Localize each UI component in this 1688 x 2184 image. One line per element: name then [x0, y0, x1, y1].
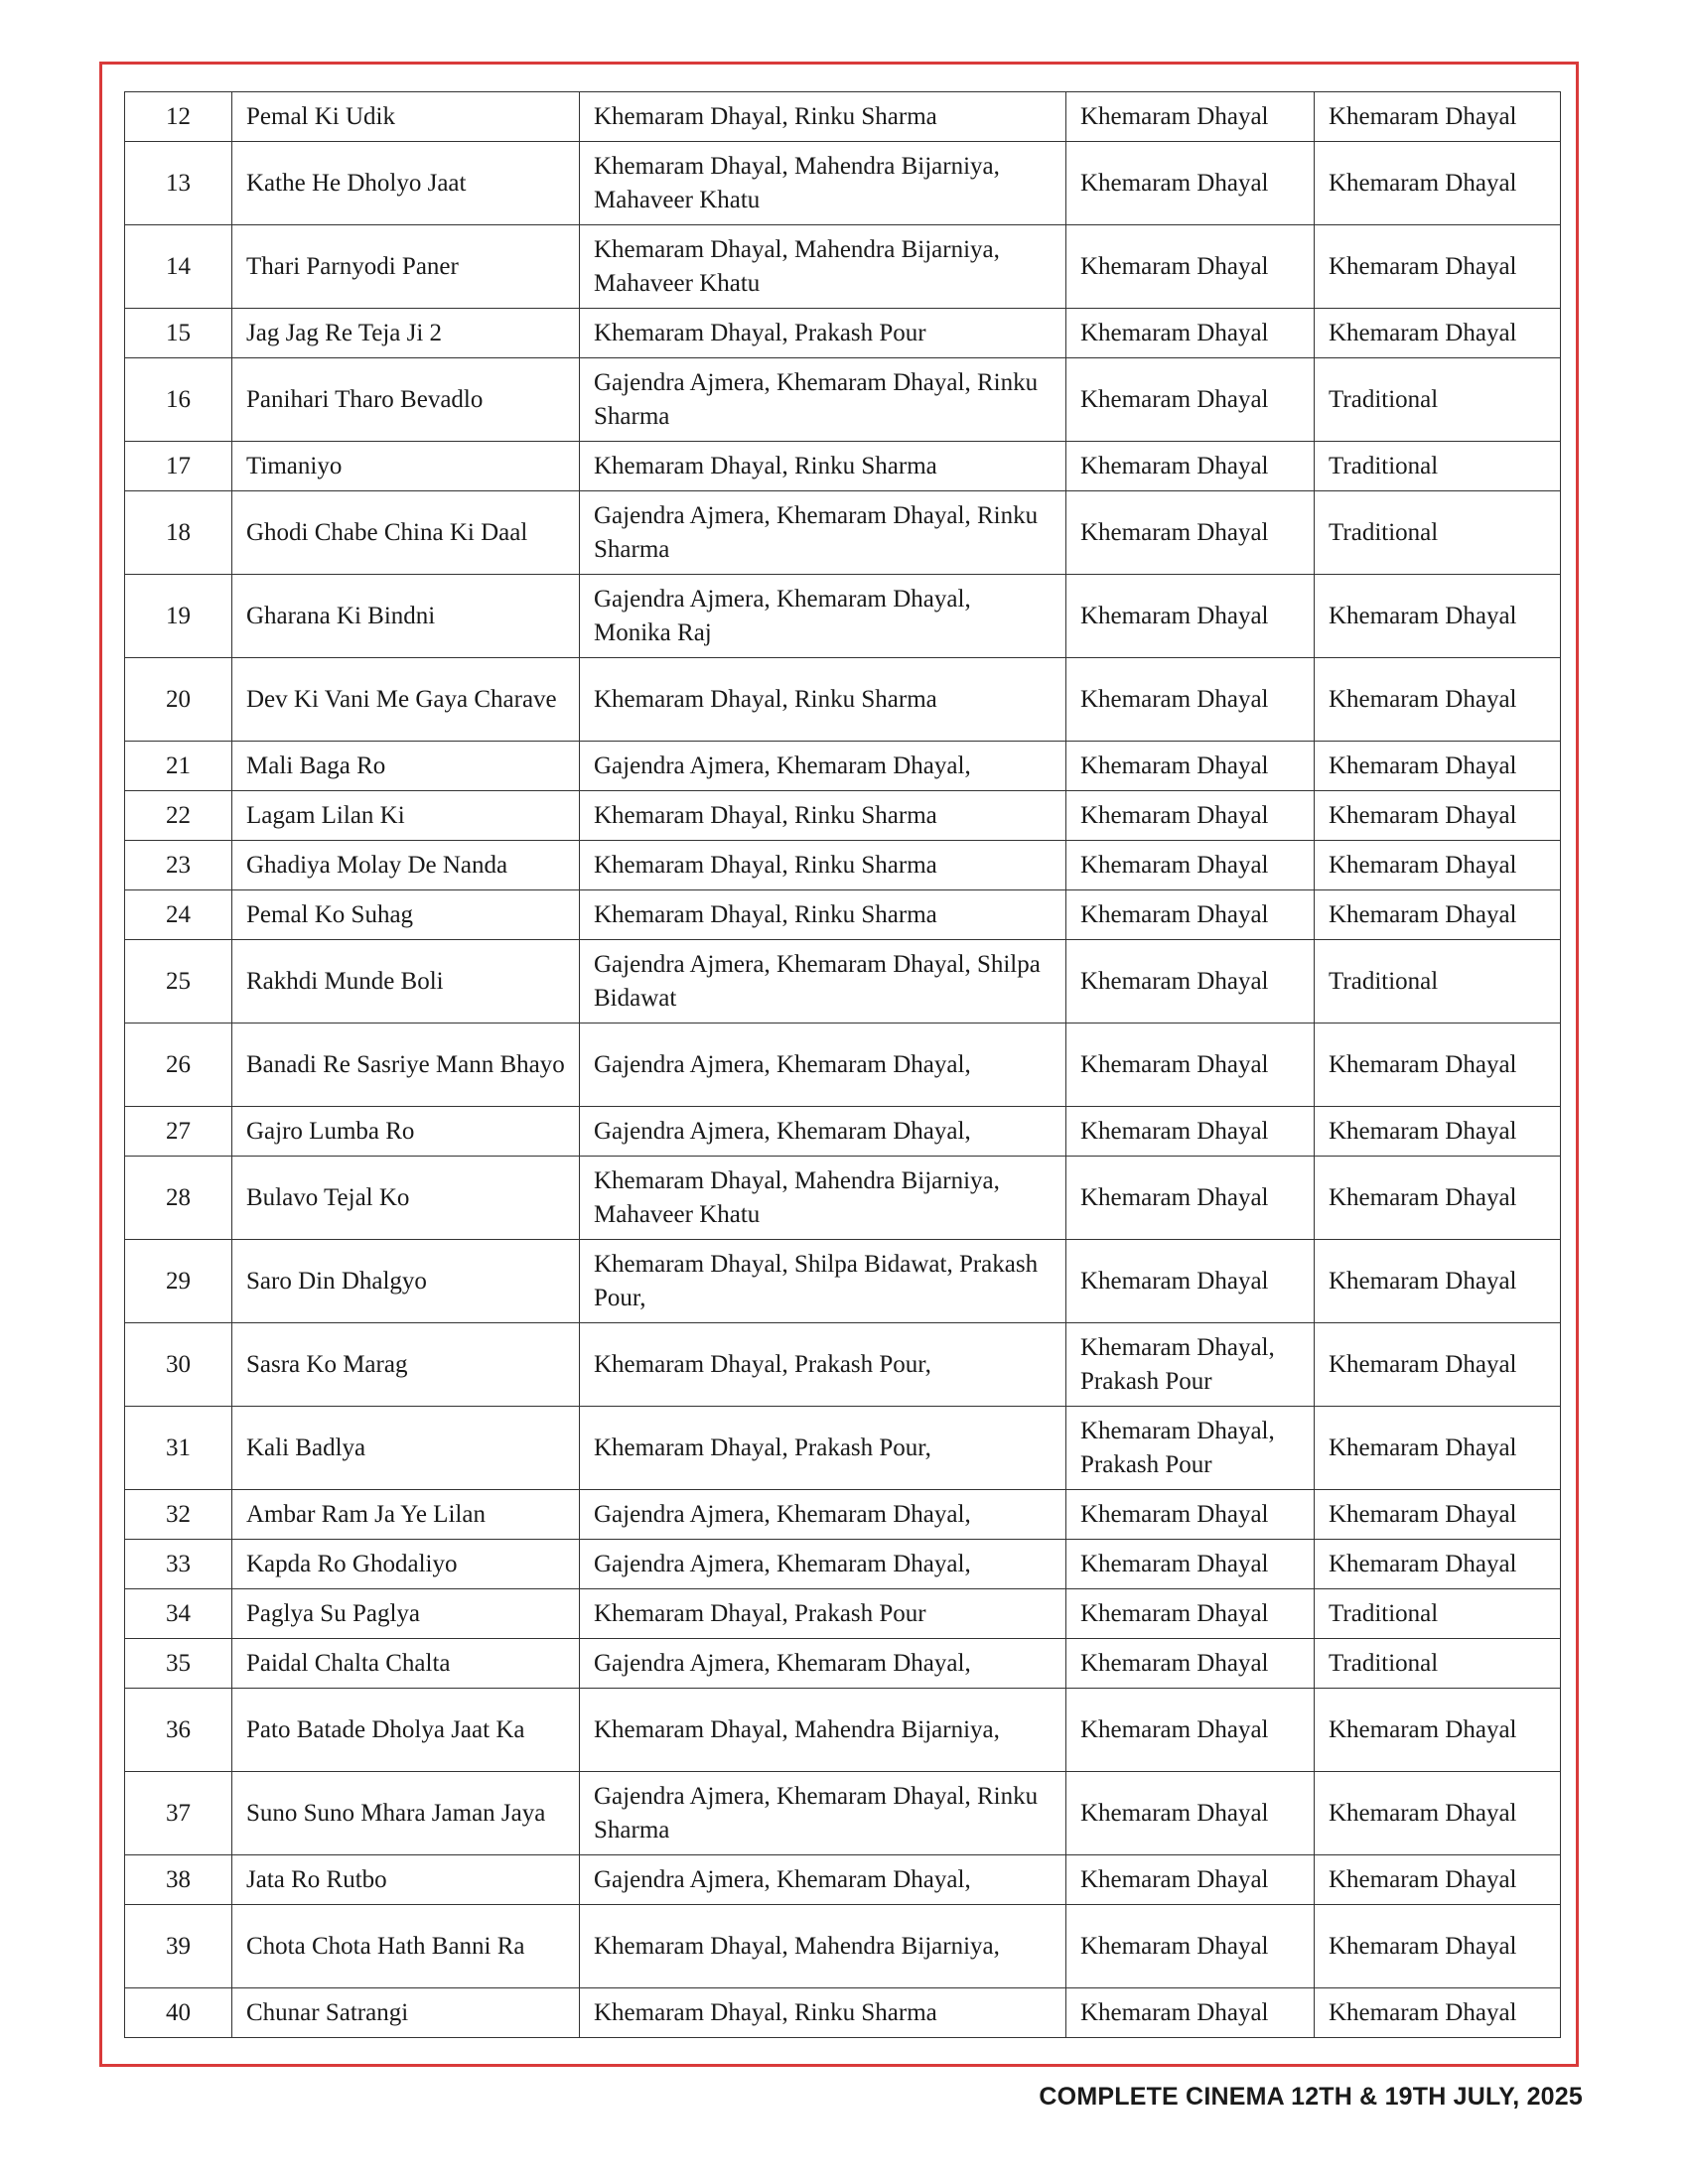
song-lyrics: Traditional [1315, 1639, 1561, 1689]
song-music: Khemaram Dhayal [1066, 491, 1315, 575]
song-title: Gharana Ki Bindni [232, 575, 580, 658]
table-row [125, 491, 1561, 575]
song-title: Mali Baga Ro [232, 742, 580, 791]
song-music: Khemaram Dhayal [1066, 742, 1315, 791]
song-music: Khemaram Dhayal [1066, 658, 1315, 742]
song-singers: Khemaram Dhayal, Rinku Sharma [580, 890, 1066, 940]
song-lyrics: Khemaram Dhayal [1315, 1157, 1561, 1240]
song-title: Paidal Chalta Chalta [232, 1639, 580, 1689]
song-lyrics: Khemaram Dhayal [1315, 1540, 1561, 1589]
table-row [125, 1240, 1561, 1323]
song-lyrics: Khemaram Dhayal [1315, 742, 1561, 791]
table-row [125, 841, 1561, 890]
song-title: Gajro Lumba Ro [232, 1107, 580, 1157]
song-lyrics: Khemaram Dhayal [1315, 791, 1561, 841]
song-music: Khemaram Dhayal [1066, 1589, 1315, 1639]
song-music: Khemaram Dhayal [1066, 225, 1315, 309]
song-title: Kapda Ro Ghodaliyo [232, 1540, 580, 1589]
song-singers: Gajendra Ajmera, Khemaram Dhayal, [580, 1107, 1066, 1157]
table-row [125, 890, 1561, 940]
song-title: Pemal Ki Udik [232, 92, 580, 142]
song-music: Khemaram Dhayal [1066, 841, 1315, 890]
song-number: 15 [125, 309, 232, 358]
song-lyrics: Khemaram Dhayal [1315, 1855, 1561, 1905]
song-lyrics: Khemaram Dhayal [1315, 841, 1561, 890]
song-singers: Gajendra Ajmera, Khemaram Dhayal, [580, 1855, 1066, 1905]
song-number: 13 [125, 142, 232, 225]
song-singers: Khemaram Dhayal, Mahendra Bijarniya, Mahaveer Khatu [580, 225, 1066, 309]
song-lyrics: Khemaram Dhayal [1315, 309, 1561, 358]
table-row [125, 142, 1561, 225]
song-lyrics: Traditional [1315, 442, 1561, 491]
song-number: 18 [125, 491, 232, 575]
song-singers: Gajendra Ajmera, Khemaram Dhayal, Rinku Sharma [580, 358, 1066, 442]
song-lyrics: Khemaram Dhayal [1315, 92, 1561, 142]
song-number: 39 [125, 1905, 232, 1988]
song-singers: Khemaram Dhayal, Mahendra Bijarniya, Mahaveer Khatu [580, 1157, 1066, 1240]
song-music: Khemaram Dhayal [1066, 1689, 1315, 1772]
song-title: Suno Suno Mhara Jaman Jaya [232, 1772, 580, 1855]
table-row [125, 791, 1561, 841]
song-lyrics: Traditional [1315, 940, 1561, 1024]
table-row [125, 1639, 1561, 1689]
song-number: 36 [125, 1689, 232, 1772]
song-singers: Khemaram Dhayal, Rinku Sharma [580, 658, 1066, 742]
song-lyrics: Khemaram Dhayal [1315, 1490, 1561, 1540]
song-number: 38 [125, 1855, 232, 1905]
song-music: Khemaram Dhayal, Prakash Pour [1066, 1407, 1315, 1490]
song-title: Ghodi Chabe China Ki Daal [232, 491, 580, 575]
song-music: Khemaram Dhayal [1066, 1107, 1315, 1157]
song-title: Paglya Su Paglya [232, 1589, 580, 1639]
song-title: Ambar Ram Ja Ye Lilan [232, 1490, 580, 1540]
song-title: Bulavo Tejal Ko [232, 1157, 580, 1240]
song-singers: Khemaram Dhayal, Rinku Sharma [580, 1988, 1066, 2038]
table-row [125, 225, 1561, 309]
song-number: 35 [125, 1639, 232, 1689]
song-number: 16 [125, 358, 232, 442]
table-row [125, 1905, 1561, 1988]
song-title: Kathe He Dholyo Jaat [232, 142, 580, 225]
song-music: Khemaram Dhayal [1066, 575, 1315, 658]
song-number: 24 [125, 890, 232, 940]
table-row [125, 1988, 1561, 2038]
song-number: 30 [125, 1323, 232, 1407]
song-lyrics: Khemaram Dhayal [1315, 1323, 1561, 1407]
song-music: Khemaram Dhayal [1066, 1157, 1315, 1240]
table-row [125, 1689, 1561, 1772]
song-title: Timaniyo [232, 442, 580, 491]
table-row [125, 1540, 1561, 1589]
song-number: 33 [125, 1540, 232, 1589]
song-lyrics: Khemaram Dhayal [1315, 658, 1561, 742]
song-music: Khemaram Dhayal [1066, 1240, 1315, 1323]
song-music: Khemaram Dhayal, Prakash Pour [1066, 1323, 1315, 1407]
song-rows [125, 92, 1561, 2038]
table-row [125, 1589, 1561, 1639]
table-row [125, 1855, 1561, 1905]
song-music: Khemaram Dhayal [1066, 442, 1315, 491]
song-singers: Khemaram Dhayal, Prakash Pour [580, 1589, 1066, 1639]
song-title: Lagam Lilan Ki [232, 791, 580, 841]
table-row [125, 1107, 1561, 1157]
table-row [125, 940, 1561, 1024]
song-music: Khemaram Dhayal [1066, 92, 1315, 142]
song-lyrics: Khemaram Dhayal [1315, 890, 1561, 940]
song-title: Thari Parnyodi Paner [232, 225, 580, 309]
song-singers: Khemaram Dhayal, Rinku Sharma [580, 92, 1066, 142]
table-row [125, 442, 1561, 491]
song-lyrics: Khemaram Dhayal [1315, 1240, 1561, 1323]
song-music: Khemaram Dhayal [1066, 791, 1315, 841]
song-music: Khemaram Dhayal [1066, 1772, 1315, 1855]
song-music: Khemaram Dhayal [1066, 1024, 1315, 1107]
table-row [125, 1024, 1561, 1107]
song-singers: Khemaram Dhayal, Shilpa Bidawat, Prakash Pour, [580, 1240, 1066, 1323]
song-singers: Khemaram Dhayal, Prakash Pour [580, 309, 1066, 358]
table-row [125, 92, 1561, 142]
song-music: Khemaram Dhayal [1066, 890, 1315, 940]
song-lyrics: Khemaram Dhayal [1315, 225, 1561, 309]
song-title: Banadi Re Sasriye Mann Bhayo [232, 1024, 580, 1107]
table-row [125, 1407, 1561, 1490]
song-lyrics: Traditional [1315, 1589, 1561, 1639]
song-title: Chunar Satrangi [232, 1988, 580, 2038]
table-row [125, 1490, 1561, 1540]
table-row [125, 1772, 1561, 1855]
song-singers: Khemaram Dhayal, Rinku Sharma [580, 841, 1066, 890]
song-music: Khemaram Dhayal [1066, 1490, 1315, 1540]
song-number: 19 [125, 575, 232, 658]
song-number: 26 [125, 1024, 232, 1107]
song-number: 14 [125, 225, 232, 309]
table-row [125, 309, 1561, 358]
song-number: 17 [125, 442, 232, 491]
song-music: Khemaram Dhayal [1066, 358, 1315, 442]
song-lyrics: Khemaram Dhayal [1315, 1905, 1561, 1988]
song-singers: Gajendra Ajmera, Khemaram Dhayal, Rinku Sharma [580, 491, 1066, 575]
table-row [125, 742, 1561, 791]
song-number: 40 [125, 1988, 232, 2038]
song-lyrics: Khemaram Dhayal [1315, 1772, 1561, 1855]
song-number: 12 [125, 92, 232, 142]
song-title: Jag Jag Re Teja Ji 2 [232, 309, 580, 358]
song-title: Ghadiya Molay De Nanda [232, 841, 580, 890]
song-number: 25 [125, 940, 232, 1024]
song-singers: Gajendra Ajmera, Khemaram Dhayal, Shilpa Bidawat [580, 940, 1066, 1024]
song-singers: Gajendra Ajmera, Khemaram Dhayal, [580, 1540, 1066, 1589]
song-music: Khemaram Dhayal [1066, 309, 1315, 358]
song-music: Khemaram Dhayal [1066, 940, 1315, 1024]
song-music: Khemaram Dhayal [1066, 1540, 1315, 1589]
song-title: Rakhdi Munde Boli [232, 940, 580, 1024]
song-music: Khemaram Dhayal [1066, 1639, 1315, 1689]
song-number: 29 [125, 1240, 232, 1323]
song-singers: Khemaram Dhayal, Prakash Pour, [580, 1407, 1066, 1490]
song-singers: Gajendra Ajmera, Khemaram Dhayal, [580, 1490, 1066, 1540]
song-lyrics: Traditional [1315, 491, 1561, 575]
song-lyrics: Khemaram Dhayal [1315, 1107, 1561, 1157]
song-lyrics: Khemaram Dhayal [1315, 1407, 1561, 1490]
song-title: Dev Ki Vani Me Gaya Charave [232, 658, 580, 742]
song-music: Khemaram Dhayal [1066, 142, 1315, 225]
song-title: Saro Din Dhalgyo [232, 1240, 580, 1323]
song-title: Pato Batade Dholya Jaat Ka [232, 1689, 580, 1772]
song-singers: Khemaram Dhayal, Prakash Pour, [580, 1323, 1066, 1407]
table-row [125, 658, 1561, 742]
song-title: Chota Chota Hath Banni Ra [232, 1905, 580, 1988]
song-singers: Gajendra Ajmera, Khemaram Dhayal, Rinku Sharma [580, 1772, 1066, 1855]
song-singers: Gajendra Ajmera, Khemaram Dhayal, [580, 1639, 1066, 1689]
table-row [125, 1157, 1561, 1240]
song-music: Khemaram Dhayal [1066, 1988, 1315, 2038]
song-music: Khemaram Dhayal [1066, 1855, 1315, 1905]
song-lyrics: Khemaram Dhayal [1315, 1988, 1561, 2038]
song-title: Panihari Tharo Bevadlo [232, 358, 580, 442]
song-number: 22 [125, 791, 232, 841]
song-lyrics: Traditional [1315, 358, 1561, 442]
song-lyrics: Khemaram Dhayal [1315, 142, 1561, 225]
song-singers: Gajendra Ajmera, Khemaram Dhayal, [580, 1024, 1066, 1107]
song-number: 28 [125, 1157, 232, 1240]
table-row [125, 1323, 1561, 1407]
song-number: 23 [125, 841, 232, 890]
song-number: 34 [125, 1589, 232, 1639]
song-lyrics: Khemaram Dhayal [1315, 575, 1561, 658]
song-title: Jata Ro Rutbo [232, 1855, 580, 1905]
song-singers: Khemaram Dhayal, Mahendra Bijarniya, [580, 1905, 1066, 1988]
song-singers: Khemaram Dhayal, Mahendra Bijarniya, [580, 1689, 1066, 1772]
song-lyrics: Khemaram Dhayal [1315, 1024, 1561, 1107]
song-singers: Khemaram Dhayal, Rinku Sharma [580, 442, 1066, 491]
table-row [125, 575, 1561, 658]
song-number: 27 [125, 1107, 232, 1157]
song-title: Pemal Ko Suhag [232, 890, 580, 940]
song-title: Sasra Ko Marag [232, 1323, 580, 1407]
song-number: 20 [125, 658, 232, 742]
footer-caption: COMPLETE CINEMA 12TH & 19TH JULY, 2025 [1039, 2083, 1583, 2111]
song-number: 31 [125, 1407, 232, 1490]
song-singers: Khemaram Dhayal, Mahendra Bijarniya, Mahaveer Khatu [580, 142, 1066, 225]
table-row [125, 358, 1561, 442]
song-lyrics: Khemaram Dhayal [1315, 1689, 1561, 1772]
song-number: 37 [125, 1772, 232, 1855]
song-credits-table [124, 91, 1561, 2038]
song-number: 32 [125, 1490, 232, 1540]
song-singers: Khemaram Dhayal, Rinku Sharma [580, 791, 1066, 841]
song-number: 21 [125, 742, 232, 791]
song-singers: Gajendra Ajmera, Khemaram Dhayal, [580, 742, 1066, 791]
song-singers: Gajendra Ajmera, Khemaram Dhayal, Monika Raj [580, 575, 1066, 658]
song-title: Kali Badlya [232, 1407, 580, 1490]
song-music: Khemaram Dhayal [1066, 1905, 1315, 1988]
